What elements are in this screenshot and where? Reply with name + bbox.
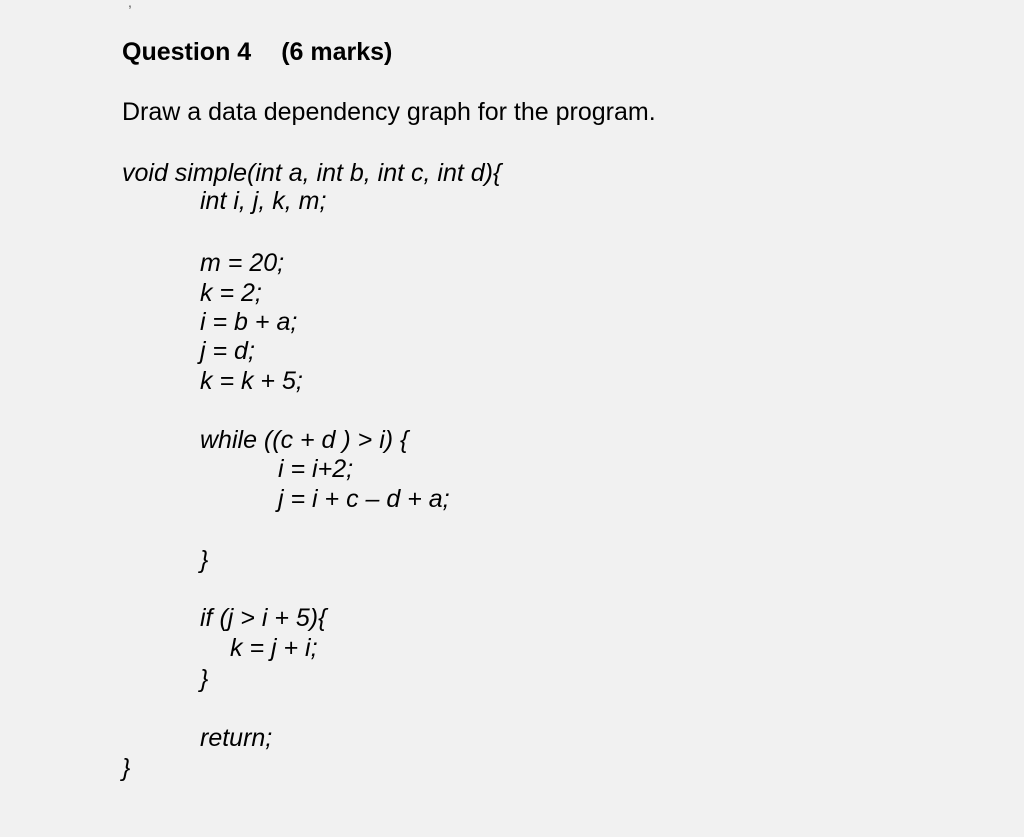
while-body-line-j: j = i + c – d + a;: [278, 485, 450, 513]
question-heading: [122, 36, 392, 68]
code-line-assign-k: k = 2;: [200, 279, 262, 307]
while-body-line-i: i = i+2;: [278, 455, 354, 483]
if-body-line: k = j + i;: [230, 634, 318, 662]
scan-mark: ,: [128, 0, 132, 10]
code-line-assign-j: j = d;: [200, 337, 255, 365]
code-line-update-k: k = k + 5;: [200, 367, 303, 395]
code-line-assign-i: i = b + a;: [200, 308, 298, 336]
code-line-assign-m: m = 20;: [200, 249, 285, 277]
function-signature: void simple(int a, int b, int c, int d){: [122, 159, 502, 187]
if-header: if (j > i + 5){: [200, 604, 327, 632]
question-instruction: Draw a data dependency graph for the program.: [122, 98, 656, 126]
while-header: while ((c + d ) > i) {: [200, 426, 409, 454]
question-marks: (6 marks): [281, 38, 393, 66]
variable-declaration: int i, j, k, m;: [200, 187, 327, 215]
return-statement: return;: [200, 724, 273, 752]
if-close-brace: }: [200, 665, 209, 693]
function-close-brace: }: [122, 754, 131, 782]
while-close-brace: }: [200, 546, 209, 574]
question-number: Question 4: [122, 38, 252, 66]
